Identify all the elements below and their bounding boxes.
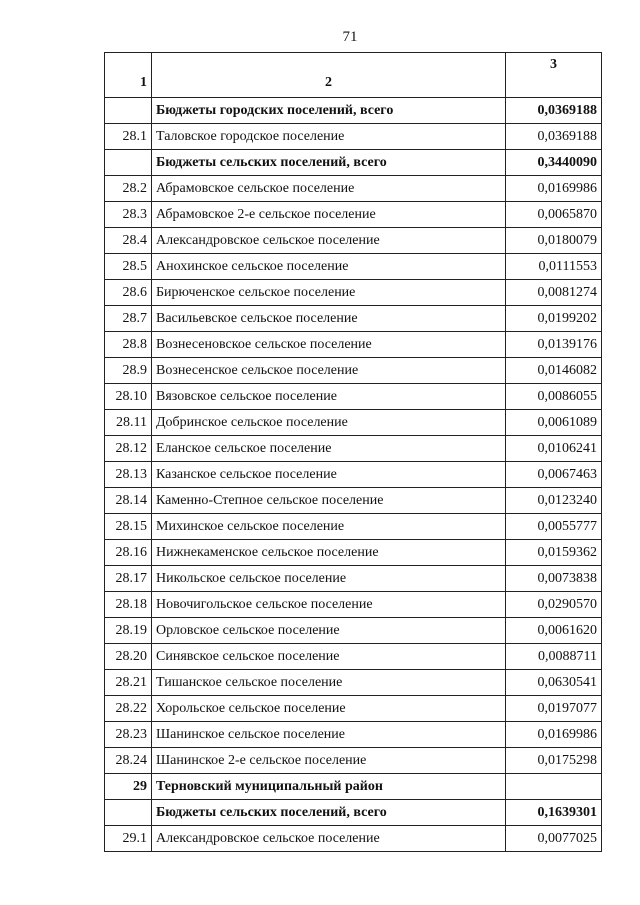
row-value-cell: 0,0146082 <box>506 358 602 384</box>
table-row <box>105 358 602 384</box>
row-value-cell: 0,0630541 <box>506 670 602 696</box>
row-value-cell: 0,0061620 <box>506 618 602 644</box>
row-number-cell: 29 <box>105 774 152 800</box>
row-value-cell: 0,0180079 <box>506 228 602 254</box>
row-value-cell: 0,0077025 <box>506 826 602 852</box>
table-row <box>105 514 602 540</box>
row-number-cell <box>105 800 152 826</box>
table-header-row <box>105 53 602 98</box>
row-name-cell: Бюджеты сельских поселений, всего <box>152 150 506 176</box>
row-number-cell: 28.17 <box>105 566 152 592</box>
row-number-cell: 28.16 <box>105 540 152 566</box>
page-number: 71 <box>342 29 358 45</box>
row-name-cell: Бюджеты сельских поселений, всего <box>152 800 506 826</box>
table-row <box>105 410 602 436</box>
row-name-cell: Бирюченское сельское поселение <box>152 280 506 306</box>
table-row <box>105 566 602 592</box>
row-name-cell: Александровское сельское поселение <box>152 228 506 254</box>
row-value-cell: 0,0111553 <box>506 254 602 280</box>
table-row <box>105 254 602 280</box>
row-number-cell: 28.13 <box>105 462 152 488</box>
row-number-cell: 28.9 <box>105 358 152 384</box>
row-name-cell: Синявское сельское поселение <box>152 644 506 670</box>
table-row <box>105 280 602 306</box>
table-row <box>105 670 602 696</box>
row-name-cell: Васильевское сельское поселение <box>152 306 506 332</box>
row-value-cell: 0,0055777 <box>506 514 602 540</box>
row-name-cell: Вознесеновское сельское поселение <box>152 332 506 358</box>
table-row <box>105 800 602 826</box>
budget-share-table <box>104 52 602 852</box>
row-value-cell: 0,0061089 <box>506 410 602 436</box>
row-value-cell: 0,0139176 <box>506 332 602 358</box>
row-name-cell: Хорольское сельское поселение <box>152 696 506 722</box>
row-number-cell: 28.18 <box>105 592 152 618</box>
row-name-cell: Вознесенское сельское поселение <box>152 358 506 384</box>
row-name-cell: Тишанское сельское поселение <box>152 670 506 696</box>
table-row <box>105 202 602 228</box>
row-value-cell: 0,0073838 <box>506 566 602 592</box>
row-number-cell: 28.23 <box>105 722 152 748</box>
row-number-cell: 28.12 <box>105 436 152 462</box>
table-row <box>105 540 602 566</box>
row-value-cell: 0,0369188 <box>506 124 602 150</box>
row-value-cell: 0,0123240 <box>506 488 602 514</box>
row-number-cell: 28.20 <box>105 644 152 670</box>
table-row <box>105 150 602 176</box>
table-row <box>105 826 602 852</box>
table-row <box>105 384 602 410</box>
table-row <box>105 748 602 774</box>
table-row <box>105 436 602 462</box>
row-value-cell: 0,0369188 <box>506 98 602 124</box>
row-number-cell <box>105 98 152 124</box>
row-name-cell: Бюджеты городских поселений, всего <box>152 98 506 124</box>
table-row <box>105 98 602 124</box>
row-name-cell: Казанское сельское поселение <box>152 462 506 488</box>
table-row <box>105 462 602 488</box>
row-name-cell: Никольское сельское поселение <box>152 566 506 592</box>
column-header-number: 1 <box>105 53 152 98</box>
column-header-value: 3 <box>506 53 602 98</box>
row-number-cell: 28.8 <box>105 332 152 358</box>
table-row <box>105 592 602 618</box>
row-number-cell: 28.1 <box>105 124 152 150</box>
table-row <box>105 696 602 722</box>
row-number-cell: 28.15 <box>105 514 152 540</box>
row-number-cell: 28.6 <box>105 280 152 306</box>
row-value-cell: 0,0169986 <box>506 722 602 748</box>
column-header-name: 2 <box>152 53 506 98</box>
table-row <box>105 228 602 254</box>
row-name-cell: Абрамовское сельское поселение <box>152 176 506 202</box>
table-row <box>105 332 602 358</box>
row-value-cell: 0,0067463 <box>506 462 602 488</box>
row-number-cell: 28.10 <box>105 384 152 410</box>
table-row <box>105 306 602 332</box>
row-name-cell: Новочигольское сельское поселение <box>152 592 506 618</box>
row-value-cell: 0,0106241 <box>506 436 602 462</box>
table-row <box>105 176 602 202</box>
row-value-cell: 0,0088711 <box>506 644 602 670</box>
row-number-cell <box>105 150 152 176</box>
row-value-cell: 0,3440090 <box>506 150 602 176</box>
row-value-cell: 0,0199202 <box>506 306 602 332</box>
row-value-cell: 0,0169986 <box>506 176 602 202</box>
row-name-cell: Каменно-Степное сельское поселение <box>152 488 506 514</box>
row-value-cell: 0,0290570 <box>506 592 602 618</box>
table-row <box>105 618 602 644</box>
row-number-cell: 28.11 <box>105 410 152 436</box>
row-value-cell: 0,0197077 <box>506 696 602 722</box>
row-number-cell: 28.22 <box>105 696 152 722</box>
row-value-cell: 0,0065870 <box>506 202 602 228</box>
row-number-cell: 28.5 <box>105 254 152 280</box>
row-name-cell: Нижнекаменское сельское поселение <box>152 540 506 566</box>
row-name-cell: Абрамовское 2-е сельское поселение <box>152 202 506 228</box>
row-name-cell: Таловское городское поселение <box>152 124 506 150</box>
row-name-cell: Анохинское сельское поселение <box>152 254 506 280</box>
row-number-cell: 28.21 <box>105 670 152 696</box>
row-name-cell: Шанинское сельское поселение <box>152 722 506 748</box>
row-value-cell: 0,0081274 <box>506 280 602 306</box>
table-row <box>105 722 602 748</box>
row-name-cell: Орловское сельское поселение <box>152 618 506 644</box>
row-name-cell: Терновский муниципальный район <box>152 774 506 800</box>
row-number-cell: 28.7 <box>105 306 152 332</box>
table-row <box>105 644 602 670</box>
row-name-cell: Шанинское 2-е сельское поселение <box>152 748 506 774</box>
row-name-cell: Вязовское сельское поселение <box>152 384 506 410</box>
row-value-cell: 0,0086055 <box>506 384 602 410</box>
row-number-cell: 28.14 <box>105 488 152 514</box>
row-number-cell: 28.19 <box>105 618 152 644</box>
row-number-cell: 28.2 <box>105 176 152 202</box>
row-value-cell: 0,0159362 <box>506 540 602 566</box>
table-row <box>105 124 602 150</box>
row-number-cell: 28.24 <box>105 748 152 774</box>
row-value-cell <box>506 774 602 800</box>
row-value-cell: 0,0175298 <box>506 748 602 774</box>
table-row <box>105 774 602 800</box>
row-number-cell: 29.1 <box>105 826 152 852</box>
row-name-cell: Добринское сельское поселение <box>152 410 506 436</box>
row-name-cell: Михинское сельское поселение <box>152 514 506 540</box>
row-value-cell: 0,1639301 <box>506 800 602 826</box>
table-row <box>105 488 602 514</box>
row-name-cell: Александровское сельское поселение <box>152 826 506 852</box>
row-number-cell: 28.3 <box>105 202 152 228</box>
row-number-cell: 28.4 <box>105 228 152 254</box>
row-name-cell: Еланское сельское поселение <box>152 436 506 462</box>
